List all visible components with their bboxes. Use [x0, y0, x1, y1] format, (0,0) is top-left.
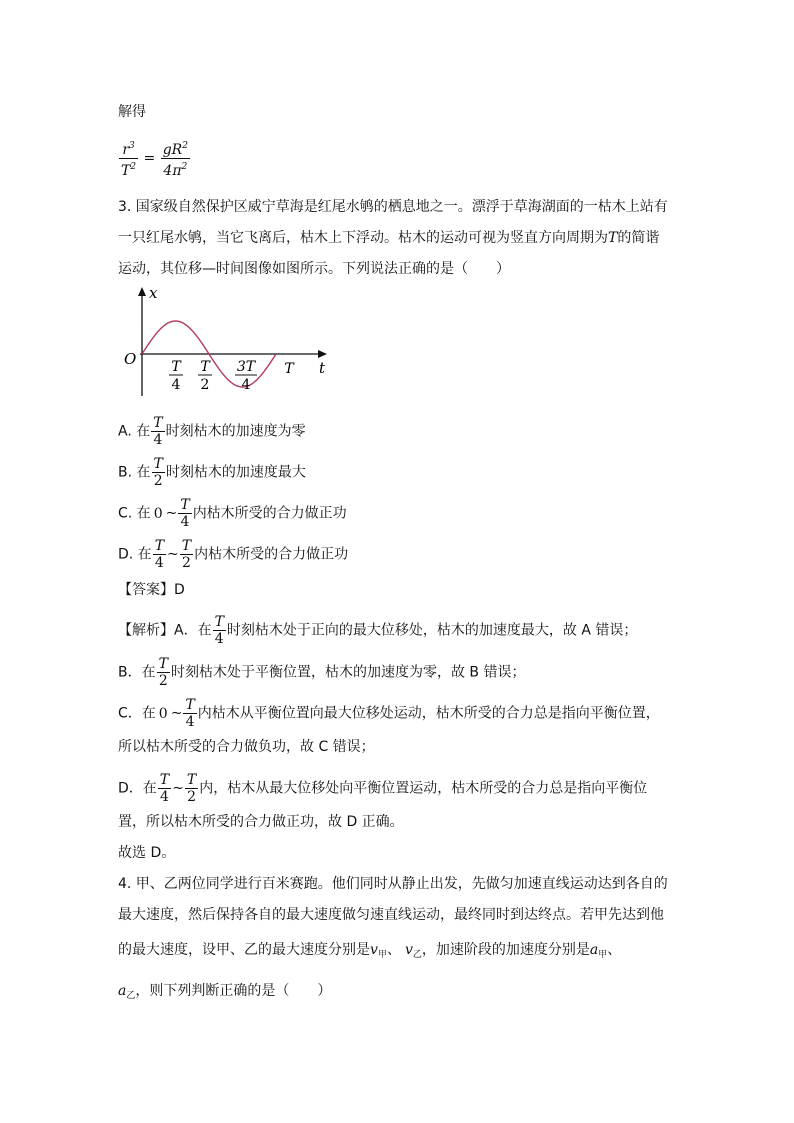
analysis-d-line2: 置，所以枯木所受的合力做正功，故 D 正确。 [118, 814, 404, 830]
analysis-a: 【解析】A．在 $\frac{T}{4}$ 时刻枯木处于正向的最大位移处，枯木的加速度最大，故 A 错误； [118, 614, 638, 647]
analysis-c-line2: 所以枯木所受的合力做负功，故 C 错误； [118, 739, 375, 755]
tick-t: T [284, 361, 294, 377]
option-a: A. 在 $\frac{T}{4}$ 时刻枯木的加速度为零 [118, 415, 306, 448]
q3-line1: 3. 国家级自然保护区威宁草海是红尾水鸲的栖息地之一。漂浮于草海湖面的一枯木上站有 [118, 199, 668, 215]
q4-line3: 的最大速度，设甲、乙的最大速度分别是$v_甲$、 $v_乙$，加速阶段的加速度分别是$a_甲$、 [118, 942, 622, 960]
kepler-equation [118, 138, 191, 179]
equation-lhs: $\frac{r^3}{T^2}$ [119, 138, 138, 179]
q4-line4: $a_乙$，则下列判断正确的是（ ） [118, 983, 332, 1001]
analysis-b: B．在 $\frac{T}{2}$ 时刻枯木处于平衡位置，枯木的加速度为零，故 B 错误； [118, 656, 526, 689]
tick-3t4-den: 4 [241, 377, 251, 393]
tick-t4-num: T [171, 359, 181, 375]
y-axis-arrow [138, 287, 146, 296]
displacement-time-graph [118, 282, 338, 398]
tick-t4-den: 4 [171, 377, 181, 393]
option-c: C. 在 0 ~ $\frac{T}{4}$ 内枯木所受的合力做正功 [118, 497, 347, 530]
answer: 【答案】D [118, 582, 185, 598]
q3-line2: 一只红尾水鸲，当它飞离后，枯木上下浮动。枯木的运动可视为竖直方向周期为T的简谐 [118, 230, 660, 246]
tick-3t4-num: 3T [236, 359, 256, 375]
analysis-d: D．在 $\frac{T}{4}$ ~ $\frac{T}{2}$ 内，枯木从最大位移处向平衡位置运动，枯木所受的合力总是指向平衡位 [118, 772, 648, 805]
q4-line2: 最大速度，然后保持各自的最大速度做匀速直线运动，最终同时到达终点。若甲先达到他 [118, 907, 664, 923]
analysis-conclusion: 故选 D。 [118, 845, 176, 861]
solve-label: 解得 [118, 104, 146, 120]
equation-rhs: $\frac{gR^2}{4\pi^2}$ [161, 138, 190, 179]
analysis-c: C．在 0 ~ $\frac{T}{4}$ 内枯木从平衡位置向最大位移处运动，枯木所受的合力总是指向平衡位置， [118, 697, 660, 730]
x-axis-arrow [318, 350, 327, 358]
origin-label: O [124, 350, 137, 368]
equals-sign: = [143, 150, 156, 167]
x-axis-label: t [319, 359, 326, 377]
q4-line1: 4. 甲、乙两位同学进行百米赛跑。他们同时从静止出发，先做匀加速直线运动达到各自的 [118, 876, 668, 892]
y-axis-label: x [149, 284, 158, 302]
q3-line3: 运动，其位移—时间图像如图所示。下列说法正确的是（ ） [118, 261, 510, 277]
option-b: B. 在 $\frac{T}{2}$ 时刻枯木的加速度最大 [118, 456, 306, 489]
tick-t2-den: 2 [200, 377, 210, 393]
option-d: D. 在 $\frac{T}{4}$ ~ $\frac{T}{2}$ 内枯木所受的合力做正功 [118, 538, 349, 571]
tick-t2-num: T [200, 359, 210, 375]
